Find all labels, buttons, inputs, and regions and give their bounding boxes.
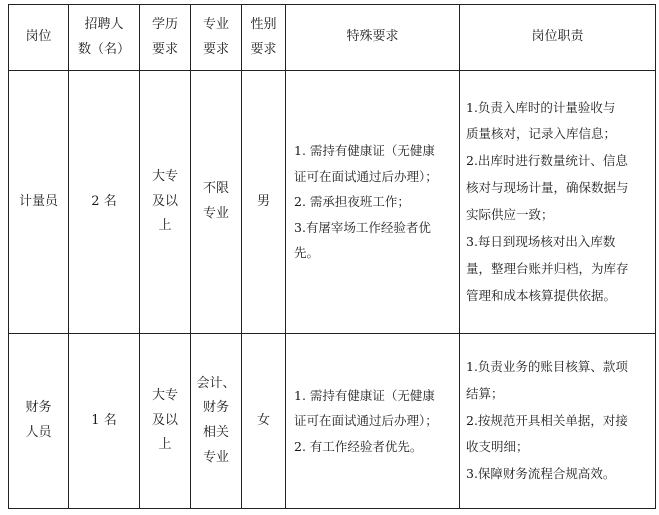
cell-major: 不限 专业	[191, 71, 242, 334]
table-row	[9, 71, 656, 334]
header-position: 岗位	[9, 5, 69, 71]
header-duties: 岗位职责	[460, 5, 656, 71]
cell-duties: 1.负责业务的账目核算、款项 结算； 2.按规范开具相关单据，对接 收支明细； 3.保障财务流程合规高效。	[460, 334, 656, 509]
cell-position: 计量员	[9, 71, 69, 334]
cell-education: 大专 及以 上	[140, 334, 191, 509]
cell-education: 大专 及以 上	[140, 71, 191, 334]
header-education: 学历 要求	[140, 5, 191, 71]
cell-count: 2 名	[69, 71, 140, 334]
header-major: 专业 要求	[191, 5, 242, 71]
cell-duties: 1.负责入库时的计量验收与 质量核对，记录入库信息； 2.出库时进行数量统计、信息 核对与现场计量，确保数据与 实际供应一致； 3.每日到现场核对出入库数 量，整理台账并归档，为库存 管理和成本核算提供依据。	[460, 71, 656, 334]
cell-position: 财务 人员	[9, 334, 69, 509]
cell-count: 1 名	[69, 334, 140, 509]
header-count: 招聘人 数（名）	[69, 5, 140, 71]
cell-gender: 男	[242, 71, 286, 334]
header-gender: 性别 要求	[242, 5, 286, 71]
header-special: 特殊要求	[286, 5, 460, 71]
table-row	[9, 334, 656, 509]
cell-gender: 女	[242, 334, 286, 509]
cell-major: 会计、 财务 相关 专业	[191, 334, 242, 509]
cell-special: 1. 需持有健康证（无健康 证可在面试通过后办理）； 2. 需承担夜班工作； 3.有屠宰场工作经验者优 先。	[286, 71, 460, 334]
cell-special: 1. 需持有健康证（无健康 证可在面试通过后办理）； 2. 有工作经验者优先。	[286, 334, 460, 509]
header-row	[9, 5, 656, 71]
recruitment-table	[8, 4, 656, 509]
